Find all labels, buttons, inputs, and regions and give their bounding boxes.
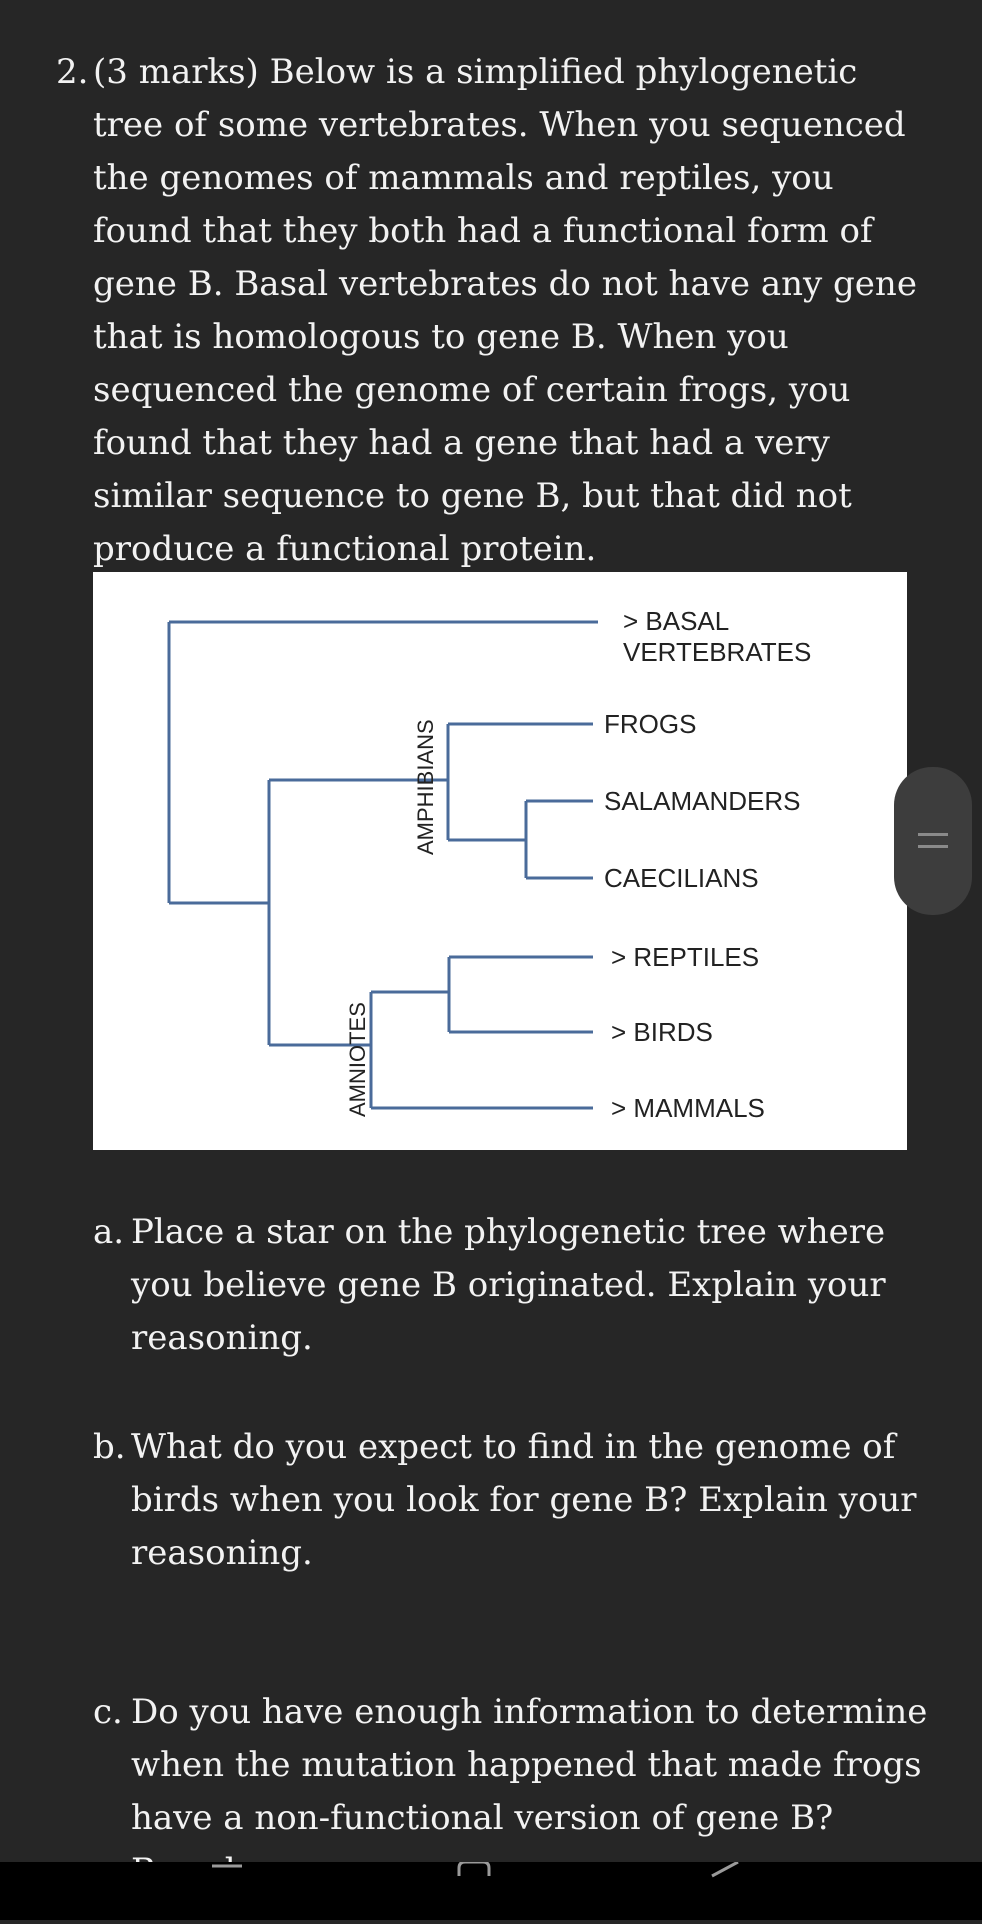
part-c-text: Do you have enough information to determine when the mutation happened that made frogs have a non-functional version of gene B? [131, 1692, 928, 1838]
label-reptiles: > REPTILES [611, 942, 760, 972]
label-basal-line2: VERTEBRATES [623, 637, 812, 667]
back-icon[interactable] [700, 1862, 750, 1920]
label-amphibians: AMPHIBIANS [413, 719, 438, 855]
tree-branches [169, 622, 598, 1108]
part-b-text: What do you expect to find in the genome of birds when you look for gene B? Explain your reasoning. [131, 1427, 917, 1573]
navigation-bar [0, 1862, 982, 1920]
scroll-handle-bar-top [918, 833, 948, 836]
label-mammals: > MAMMALS [611, 1093, 765, 1123]
tree-svg [93, 572, 907, 1150]
part-b-letter: b. [93, 1427, 126, 1467]
label-basal-line1: > BASAL [623, 606, 730, 636]
part-a-text: Place a star on the phylogenetic tree where you believe gene B originated. Explain your reasoning. [131, 1212, 886, 1358]
part-b [93, 1421, 933, 1580]
label-amniotes: AMNIOTES [345, 1002, 370, 1117]
home-icon[interactable] [455, 1862, 495, 1920]
phylogenetic-tree-figure [93, 572, 907, 1150]
label-birds: > BIRDS [611, 1017, 713, 1047]
question-text: (3 marks) Below is a simplified phylogenetic tree of some vertebrates. When you sequenced the genomes of mammals and reptiles, you found that they both had a functional form of gene B. Basal vertebrates do not have any gene that is homologous to gene B. When you sequenced the genome of certain frogs, you found that they had a gene that had a very similar sequence to gene B, but that did not produce a functional protein. [93, 52, 917, 569]
scroll-handle-bar-bottom [918, 845, 948, 848]
label-caecilians: CAECILIANS [604, 863, 759, 893]
recents-icon[interactable] [196, 1862, 256, 1920]
scroll-handle-icon[interactable] [894, 767, 972, 915]
question-2 [56, 46, 936, 576]
part-c-letter: c. [93, 1692, 123, 1732]
question-number: 2. [56, 52, 89, 92]
part-a-letter: a. [93, 1212, 125, 1252]
label-salamanders: SALAMANDERS [604, 786, 801, 816]
part-a [93, 1206, 933, 1365]
label-frogs: FROGS [604, 709, 697, 739]
